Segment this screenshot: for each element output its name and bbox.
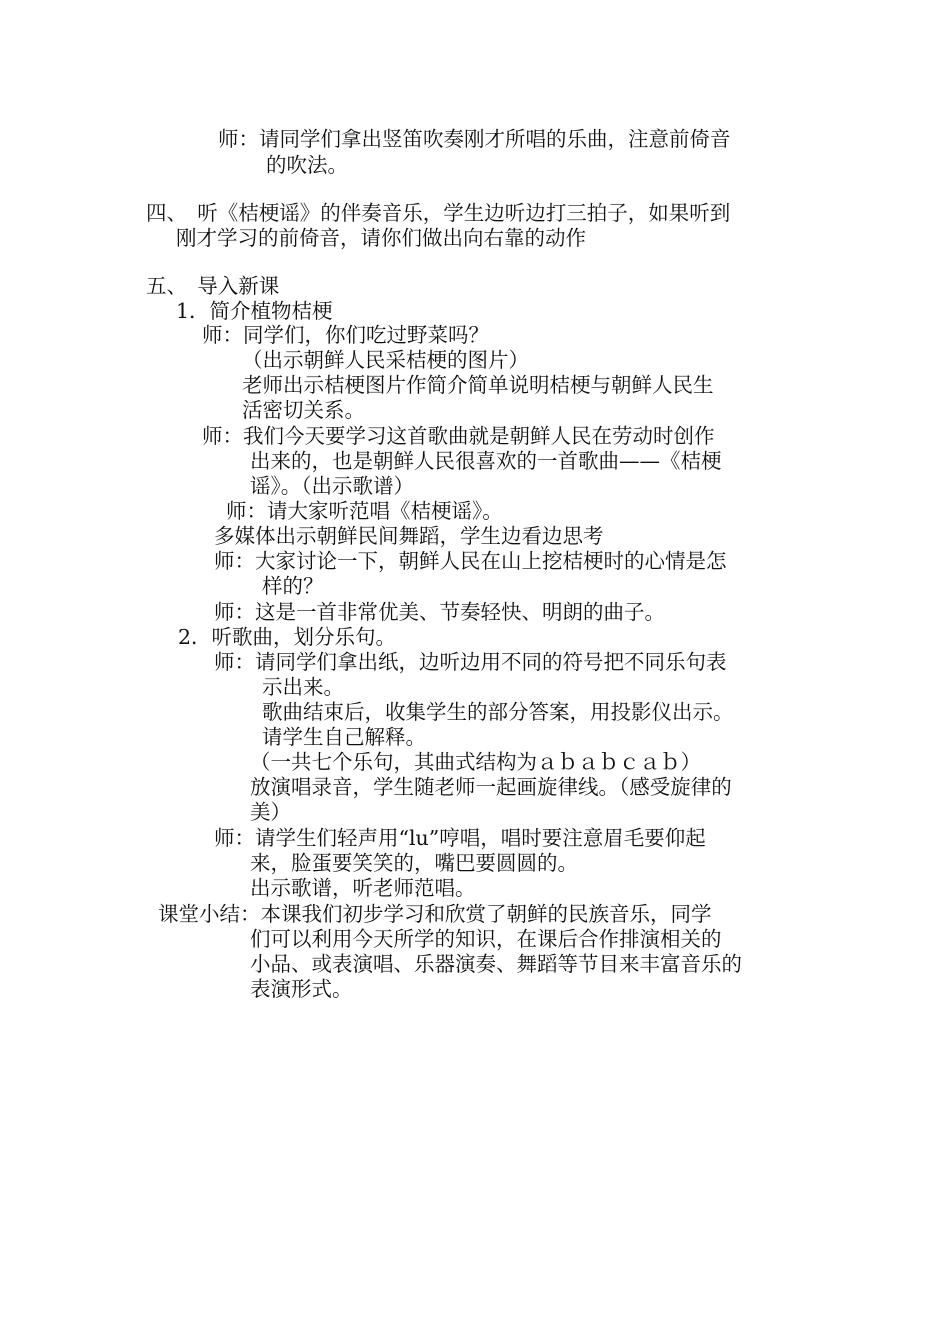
text-line: 示出来。 bbox=[262, 675, 344, 699]
subsection-heading: 2．听歌曲，划分乐句。 bbox=[178, 625, 397, 649]
text-line: 放演唱录音，学生随老师一起画旋律线。（感受旋律的 bbox=[250, 775, 732, 799]
text-line: 老师出示桔梗图片作简介简单说明桔梗与朝鲜人民生 bbox=[242, 373, 714, 397]
text-line: 师：请同学们拿出纸，边听边用不同的符号把不同乐句表 bbox=[214, 650, 727, 674]
text-line: 样的？ bbox=[262, 574, 324, 598]
text-line: 谣》。（出示歌谱） bbox=[250, 474, 414, 498]
text-line: 刚才学习的前倚音，请你们做出向右靠的动作 bbox=[176, 226, 586, 250]
text-line: 的吹法。 bbox=[266, 153, 348, 177]
summary-heading: 课堂小结：本课我们初步学习和欣赏了朝鲜的民族音乐，同学 bbox=[158, 902, 712, 926]
text-line: 美） bbox=[250, 800, 291, 824]
subsection-heading: 1．简介植物桔梗 bbox=[176, 299, 333, 323]
text-line: 来，脸蛋要笑笑的，嘴巴要圆圆的。 bbox=[250, 851, 578, 875]
section-heading: 四、 听《桔梗谣》的伴奏音乐，学生边听边打三拍子，如果听到 bbox=[146, 201, 731, 225]
text-line: 们可以利用今天所学的知识，在课后合作排演相关的 bbox=[250, 927, 722, 951]
text-line: 师：请学生们轻声用“lu”哼唱，唱时要注意眉毛要仰起 bbox=[214, 826, 706, 850]
text-line: 请学生自己解释。 bbox=[262, 725, 426, 749]
text-line: 师：这是一首非常优美、节奏轻快、明朗的曲子。 bbox=[214, 600, 665, 624]
text-line: 师：大家讨论一下，朝鲜人民在山上挖桔梗时的心情是怎 bbox=[214, 549, 727, 573]
text-line: 师：我们今天要学习这首歌曲就是朝鲜人民在劳动时创作 bbox=[202, 424, 715, 448]
text-line: 出示歌谱，听老师范唱。 bbox=[250, 876, 476, 900]
text-line: 活密切关系。 bbox=[242, 398, 365, 422]
text-line: 多媒体出示朝鲜民间舞蹈，学生边看边思考 bbox=[214, 524, 604, 548]
text-line: 出来的，也是朝鲜人民很喜欢的一首歌曲——《桔梗 bbox=[250, 449, 722, 473]
text-line: 师：请同学们拿出竖笛吹奏刚才所唱的乐曲，注意前倚音 bbox=[218, 127, 731, 151]
text-line: 表演形式。 bbox=[250, 977, 353, 1001]
text-line: （一共七个乐句，其曲式结构为ａｂａｂｃａｂ） bbox=[250, 750, 701, 774]
text-line: 歌曲结束后，收集学生的部分答案，用投影仪出示。 bbox=[262, 700, 734, 724]
section-heading: 五、 导入新课 bbox=[146, 274, 280, 298]
text-line: 师：同学们，你们吃过野菜吗？ bbox=[202, 323, 489, 347]
text-line: 师：请大家听范唱《桔梗谣》。 bbox=[226, 499, 503, 523]
text-line: 小品、或表演唱、乐器演奏、舞蹈等节目来丰富音乐的 bbox=[250, 952, 742, 976]
text-line: （出示朝鲜人民采桔梗的图片） bbox=[242, 348, 529, 372]
